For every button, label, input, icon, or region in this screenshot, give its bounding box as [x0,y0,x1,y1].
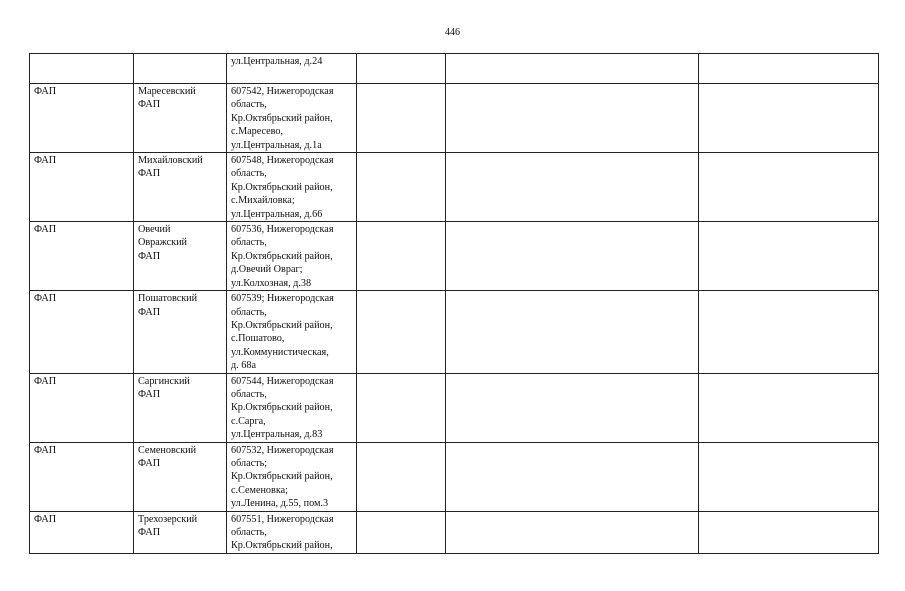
facility-address-cell [227,511,357,553]
facility-name-line: Семеновский [138,444,197,456]
facility-address-line: ул.Коммунистическая, [231,346,329,358]
facility-address-line: область, [231,306,267,318]
facility-address-line: 607548, Нижегородская [231,155,334,167]
column-4-cell [357,153,446,222]
table-row [30,442,879,511]
facility-address-line: д. 68а [231,360,256,372]
facility-address-cell [227,442,357,511]
facility-address-line: с.Пошатово, [231,333,285,345]
facility-address-line: область, [231,527,267,538]
facility-name-cell [134,54,227,84]
facility-type-cell: ФАП [30,442,134,511]
column-4-cell [357,84,446,153]
column-5-cell [446,84,699,153]
facility-address-line: 607539; Нижегородская [231,293,334,305]
facility-name-cell [134,442,227,511]
facility-address-cell [227,54,357,84]
facility-address-line: Кр.Октябрьский район, [231,250,333,262]
facility-name-line: ФАП [138,527,161,538]
facility-address-line: д.Овечий Овраг; [231,264,303,276]
facility-address-line: 607532, Нижегородская [231,444,334,456]
facility-name-line: ФАП [138,168,161,180]
page-number: 446 [445,27,460,38]
facility-type-cell: ФАП [30,222,134,291]
table-row [30,153,879,222]
facility-address-cell [227,373,357,442]
column-4-cell [357,222,446,291]
facility-type-cell: ФАП [30,511,134,553]
facility-address-line: 607542, Нижегородская [231,86,334,97]
facility-address-line: с.Семеновка; [231,484,288,496]
column-6-cell [699,291,879,373]
facility-address-line: ул.Колхозная, д.38 [231,277,312,289]
facility-address-line: ул.Центральная, д.83 [231,429,323,441]
column-6-cell [699,153,879,222]
facility-type-cell [30,54,134,84]
facility-name-cell [134,291,227,373]
facility-type-cell: ФАП [30,373,134,442]
column-5-cell [446,222,699,291]
column-5-cell [446,442,699,511]
column-6-cell [699,442,879,511]
facility-address-line: ул.Ленина, д.55, пом.3 [231,498,329,510]
table-row [30,222,879,291]
facility-address-cell [227,153,357,222]
facility-address-cell [227,84,357,153]
facility-name-line: ФАП [138,457,161,469]
facility-address-line: область, [231,237,267,249]
column-6-cell [699,54,879,84]
facility-name-line: Трехозерский [138,513,198,525]
facility-address-line: ул.Центральная, д.24 [231,56,323,67]
facility-address-line: 607536, Нижегородская [231,224,334,236]
column-5-cell [446,153,699,222]
facility-name-cell [134,373,227,442]
facility-address-line: 607544, Нижегородская [231,375,334,387]
facility-name-cell [134,84,227,153]
facility-name-line: Овечий [138,224,171,236]
column-4-cell [357,54,446,84]
facility-address-line: ул.Центральная, д.1а [231,139,322,151]
facility-address-line: область, [231,168,267,180]
facility-address-line: Кр.Октябрьский район, [231,540,333,552]
column-6-cell [699,84,879,153]
facility-address-line: Кр.Октябрьский район, [231,319,333,331]
facility-name-cell [134,222,227,291]
table-row [30,511,879,553]
facility-name-line: Пошатовский [138,293,198,305]
facility-type-cell: ФАП [30,153,134,222]
facilities-table [29,53,879,554]
facility-name-line: ФАП [138,250,161,262]
facility-name-line: ФАП [138,99,161,111]
table-row [30,291,879,373]
facility-name-line: ФАП [138,388,161,400]
facility-address-cell [227,222,357,291]
facility-name-line: Маресевский [138,86,196,97]
facility-name-cell [134,153,227,222]
facility-name-cell [134,511,227,553]
facility-address-line: с.Михайловка; [231,195,295,207]
facility-address-line: область, [231,99,267,111]
facility-address-line: область; [231,457,268,469]
facility-name-line: Овражский [138,237,188,249]
column-4-cell [357,442,446,511]
column-6-cell [699,373,879,442]
column-4-cell [357,373,446,442]
facility-type-cell: ФАП [30,291,134,373]
column-6-cell [699,222,879,291]
column-5-cell [446,291,699,373]
facility-address-line: Кр.Октябрьский район, [231,402,333,414]
facility-name-line: ФАП [138,306,161,318]
facility-address-cell [227,291,357,373]
facility-address-line: область, [231,388,267,400]
facility-address-line: Кр.Октябрьский район, [231,471,333,483]
column-5-cell [446,373,699,442]
column-5-cell [446,54,699,84]
facility-address-line: 607551, Нижегородская [231,513,334,525]
table-row [30,84,879,153]
column-6-cell [699,511,879,553]
facility-name-line: Михайловский [138,155,203,167]
table-row [30,373,879,442]
column-4-cell [357,291,446,373]
facility-address-line: Кр.Октябрьский район, [231,112,333,124]
facility-address-line: Кр.Октябрьский район, [231,181,333,193]
table-row [30,54,879,84]
facility-type-cell: ФАП [30,84,134,153]
facility-address-line: ул.Центральная, д.66 [231,208,323,220]
facility-name-line: Саргинский [138,375,190,387]
column-4-cell [357,511,446,553]
column-5-cell [446,511,699,553]
facility-address-line: с.Маресево, [231,126,284,138]
facility-address-line: с.Сарга, [231,415,266,427]
